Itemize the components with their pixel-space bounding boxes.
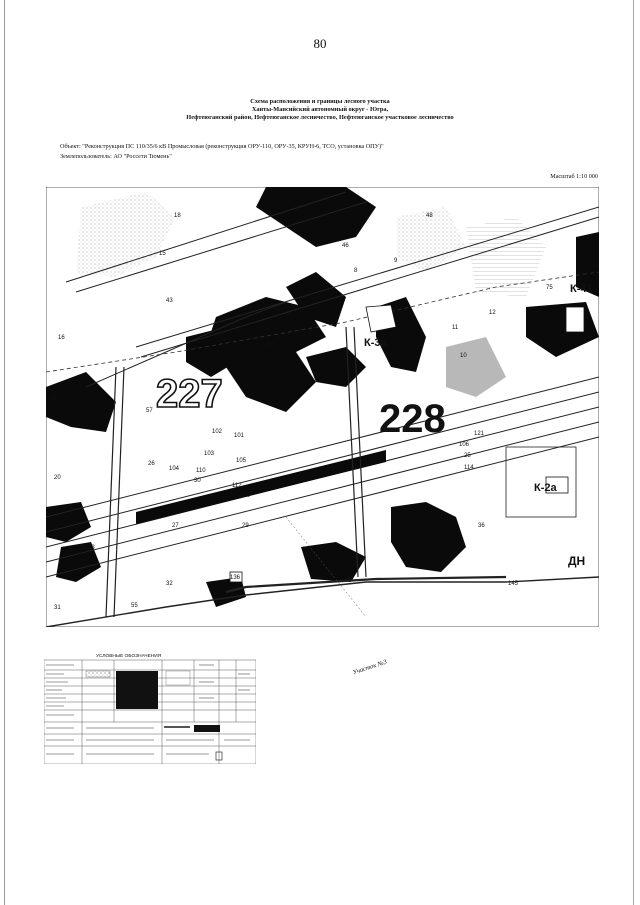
plot-number: 20: [54, 475, 61, 481]
plot-number: 30: [194, 478, 201, 484]
site-label: К-2а: [534, 482, 557, 494]
plot-number: 105: [236, 458, 247, 464]
quarter-label: 228: [379, 397, 446, 441]
plot-number: 104: [169, 466, 180, 472]
site-label: К-3а: [364, 337, 387, 349]
legend-title: УСЛОВНЫЕ ОБОЗНАЧЕНИЯ: [96, 654, 162, 659]
plot-number: 18: [174, 213, 181, 219]
title-line-2: Ханты-Мансийский автономный округ - Югра,: [251, 106, 389, 113]
plot-number: 136: [230, 575, 241, 581]
plot-number: 114: [464, 465, 474, 471]
plot-number: 102: [212, 429, 223, 435]
plot-number: 33: [304, 553, 311, 559]
plot-number: 25: [464, 453, 471, 459]
plot-number: 17: [268, 343, 275, 349]
quarter-label: 227: [156, 372, 223, 416]
title-line-1: Схема расположения и границы лесного участка: [250, 98, 390, 105]
plot-number: 29: [242, 523, 249, 529]
plot-number: 121: [474, 431, 485, 437]
plot-number: 36: [478, 523, 485, 529]
plot-number: 145: [508, 581, 519, 587]
site-label: ДН: [568, 554, 586, 568]
plot-number: 32: [166, 581, 173, 587]
land-user-line: Землепользователь: АО "Россети Тюмень": [60, 153, 172, 160]
map-legend-table: [44, 652, 256, 764]
plot-number: 9: [394, 258, 398, 264]
plot-number: 15: [159, 251, 166, 257]
object-line: Объект: "Реконструкция ПС 110/35/6 кВ Промысловая (реконструкция ОРУ-110, ОРУ-35, КРУН-6, ТСО, установка ОПУ)": [60, 143, 384, 150]
plot-number: 110: [196, 468, 206, 474]
plot-number: 26: [148, 461, 155, 467]
plot-number: 28: [88, 545, 95, 551]
plot-number: 55: [131, 603, 138, 609]
plot-number: 94: [314, 373, 321, 379]
plot-number: 27: [172, 523, 179, 529]
page-edge-right: [633, 0, 634, 905]
plot-number: 10: [460, 353, 467, 359]
plot-number: 120: [240, 493, 251, 499]
plot-number: 31: [54, 605, 61, 611]
scale-label: Масштаб 1:10 000: [550, 173, 598, 180]
plot-number: 57: [146, 408, 153, 414]
page-number: 80: [313, 36, 327, 51]
plot-number: 101: [234, 433, 245, 439]
plot-number: 8: [354, 268, 358, 274]
plot-number: 46: [342, 243, 349, 249]
plot-number: 16: [58, 335, 65, 341]
title-line-3: Нефтеюганский район, Нефтеюганское лесничество, Нефтеюганское участковое лесничество: [186, 114, 454, 121]
plot-number: 103: [204, 451, 215, 457]
plot-number: 106: [459, 442, 470, 448]
plot-number: 22: [50, 395, 57, 401]
plot-number: 43: [166, 298, 173, 304]
plot-number: 112: [232, 483, 242, 489]
site-label: К-41: [570, 283, 593, 295]
plot-number: 75: [546, 285, 553, 291]
plot-number: 48: [426, 213, 433, 219]
plot-number: 12: [489, 310, 496, 316]
forest-plot-map: [46, 187, 599, 627]
page-edge-left: [4, 0, 5, 905]
plot-number: 11: [452, 325, 459, 331]
plot-label: Участок №3: [351, 658, 388, 677]
